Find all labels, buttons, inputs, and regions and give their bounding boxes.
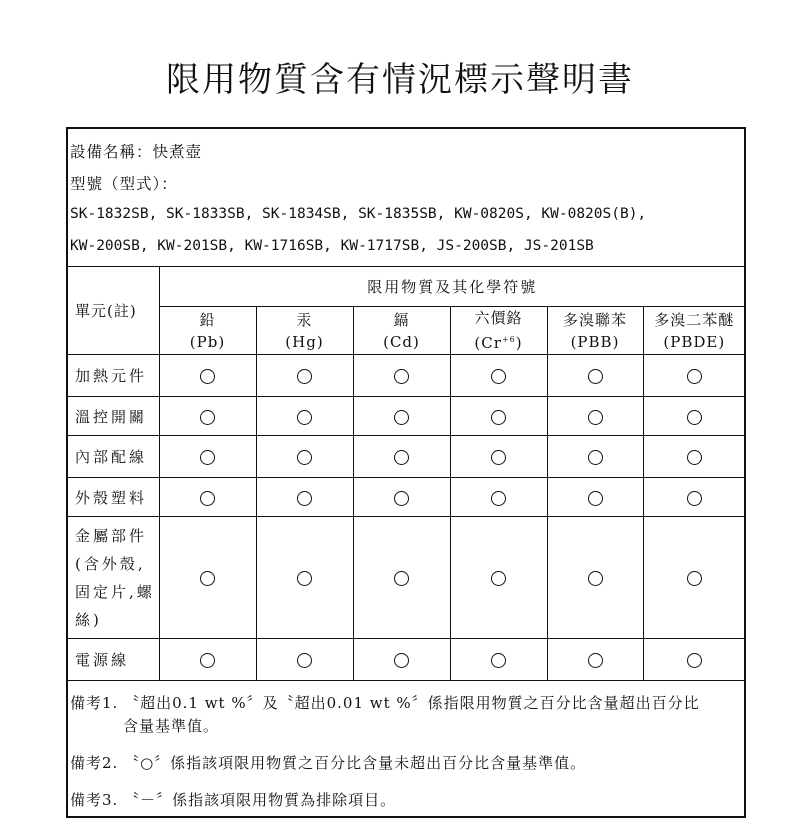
model-label: 型號（型式）：	[70, 175, 178, 193]
column-name: 鎘	[393, 310, 410, 329]
circle-mark-icon	[200, 450, 215, 465]
status-cell	[256, 355, 353, 397]
circle-mark-icon	[394, 653, 409, 668]
table-row	[67, 397, 745, 436]
status-cell	[643, 517, 745, 639]
column-name: 汞	[296, 310, 313, 329]
page-title: 限用物質含有情況標示聲明書	[166, 60, 634, 100]
row-label: 電源線	[67, 639, 159, 681]
status-cell	[256, 436, 353, 478]
circle-mark-icon	[491, 491, 506, 506]
status-cell	[159, 478, 256, 517]
circle-mark-icon	[687, 369, 702, 384]
circle-mark-icon	[394, 450, 409, 465]
row-label-line: 金屬部件	[75, 526, 148, 545]
status-cell	[547, 639, 643, 681]
symbol-text: (Pb)	[189, 332, 226, 351]
status-cell	[643, 639, 745, 681]
column-symbol	[548, 331, 643, 353]
row-label: 溫控開關	[67, 397, 159, 436]
table-row	[67, 478, 745, 517]
column-name: 多溴二苯醚	[654, 310, 735, 329]
circle-mark-icon	[394, 491, 409, 506]
unit-header: 單元(註)	[67, 267, 159, 355]
circle-mark-icon	[687, 410, 702, 425]
symbol-superscript: +6	[501, 335, 516, 344]
status-cell	[643, 478, 745, 517]
symbol-text: (PBB)	[570, 332, 620, 351]
status-cell	[547, 478, 643, 517]
status-cell	[450, 397, 547, 436]
circle-mark-icon	[687, 653, 702, 668]
table-row	[67, 355, 745, 397]
circle-mark-icon	[200, 653, 215, 668]
status-cell	[547, 397, 643, 436]
status-cell	[159, 355, 256, 397]
row-label: 加熱元件	[67, 355, 159, 397]
status-cell	[450, 355, 547, 397]
status-cell	[353, 436, 450, 478]
circle-mark-icon	[200, 369, 215, 384]
circle-mark-icon	[491, 450, 506, 465]
symbol-text: (Cr	[474, 334, 502, 352]
status-cell	[353, 355, 450, 397]
note-2: 備考2. 〝○〞係指該項限用物質之百分比含量未超出百分比含量基準值。	[70, 754, 587, 772]
circle-mark-icon	[588, 450, 603, 465]
status-cell	[450, 639, 547, 681]
row-label-line: 絲)	[75, 610, 102, 629]
status-cell	[353, 397, 450, 436]
column-header	[547, 307, 643, 355]
group-header: 限用物質及其化學符號	[159, 267, 745, 307]
circle-mark-icon	[297, 571, 312, 586]
column-symbol	[354, 331, 450, 353]
symbol-text: (PBDE)	[663, 332, 726, 351]
status-cell	[643, 355, 745, 397]
circle-mark-icon	[687, 491, 702, 506]
note-3: 備考3. 〝－〞係指該項限用物質為排除項目。	[70, 791, 397, 809]
circle-mark-icon	[200, 410, 215, 425]
column-name: 鉛	[199, 310, 216, 329]
column-header	[159, 307, 256, 355]
circle-mark-icon	[297, 410, 312, 425]
status-cell	[450, 478, 547, 517]
status-cell	[256, 639, 353, 681]
row-label: 內部配線	[67, 436, 159, 478]
status-cell	[450, 436, 547, 478]
column-header	[256, 307, 353, 355]
column-symbol	[644, 331, 746, 353]
status-cell	[353, 517, 450, 639]
column-symbol	[257, 331, 353, 353]
status-cell	[547, 355, 643, 397]
device-name: 設備名稱：快煮壺	[70, 143, 203, 161]
status-cell	[353, 478, 450, 517]
status-cell	[159, 639, 256, 681]
circle-mark-icon	[588, 369, 603, 384]
circle-mark-icon	[394, 571, 409, 586]
note-1-line-2: 含量基準值。	[123, 717, 220, 735]
circle-mark-icon	[297, 653, 312, 668]
table-row	[67, 517, 745, 639]
status-cell	[256, 397, 353, 436]
column-header	[643, 307, 745, 355]
status-cell	[450, 517, 547, 639]
column-name: 六價鉻	[474, 309, 523, 327]
circle-mark-icon	[297, 369, 312, 384]
status-cell	[159, 517, 256, 639]
column-header	[450, 307, 547, 355]
row-label-line: (含外殼,	[75, 554, 146, 573]
circle-mark-icon	[588, 491, 603, 506]
substance-table	[67, 266, 745, 681]
status-cell	[256, 517, 353, 639]
table-row	[67, 639, 745, 681]
circle-mark-icon	[297, 491, 312, 506]
circle-mark-icon	[200, 571, 215, 586]
symbol-text: (Cd)	[383, 332, 420, 351]
circle-mark-icon	[491, 653, 506, 668]
column-header	[353, 307, 450, 355]
status-cell	[547, 436, 643, 478]
circle-mark-icon	[491, 410, 506, 425]
table-row	[67, 436, 745, 478]
models-line-2: KW-200SB, KW-201SB, KW-1716SB, KW-1717SB, JS-200SB, JS-201SB	[70, 238, 594, 254]
circle-mark-icon	[687, 571, 702, 586]
status-cell	[547, 517, 643, 639]
status-cell	[159, 397, 256, 436]
circle-mark-icon	[394, 410, 409, 425]
status-cell	[159, 436, 256, 478]
circle-mark-icon	[491, 369, 506, 384]
circle-mark-icon	[200, 491, 215, 506]
symbol-end: )	[515, 334, 523, 352]
circle-mark-icon	[588, 410, 603, 425]
row-label: 外殼塑料	[67, 478, 159, 517]
status-cell	[256, 478, 353, 517]
row-label-line: 固定片,螺	[75, 582, 155, 601]
column-symbol	[160, 331, 256, 353]
status-cell	[643, 436, 745, 478]
circle-mark-icon	[491, 571, 506, 586]
column-symbol	[451, 329, 547, 354]
circle-mark-icon	[588, 653, 603, 668]
column-name: 多溴聯苯	[562, 310, 627, 329]
symbol-text: (Hg)	[285, 332, 324, 351]
circle-mark-icon	[297, 450, 312, 465]
note-1-line-1: 備考1. 〝超出0.1 wt %〞及〝超出0.01 wt %〞係指限用物質之百分比含量超出百分比	[70, 694, 700, 712]
row-label	[67, 517, 159, 639]
status-cell	[643, 397, 745, 436]
status-cell	[353, 639, 450, 681]
models-line-1: SK-1832SB, SK-1833SB, SK-1834SB, SK-1835SB, KW-0820S, KW-0820S(B),	[70, 206, 647, 222]
circle-mark-icon	[394, 369, 409, 384]
circle-mark-icon	[687, 450, 702, 465]
circle-mark-icon	[588, 571, 603, 586]
